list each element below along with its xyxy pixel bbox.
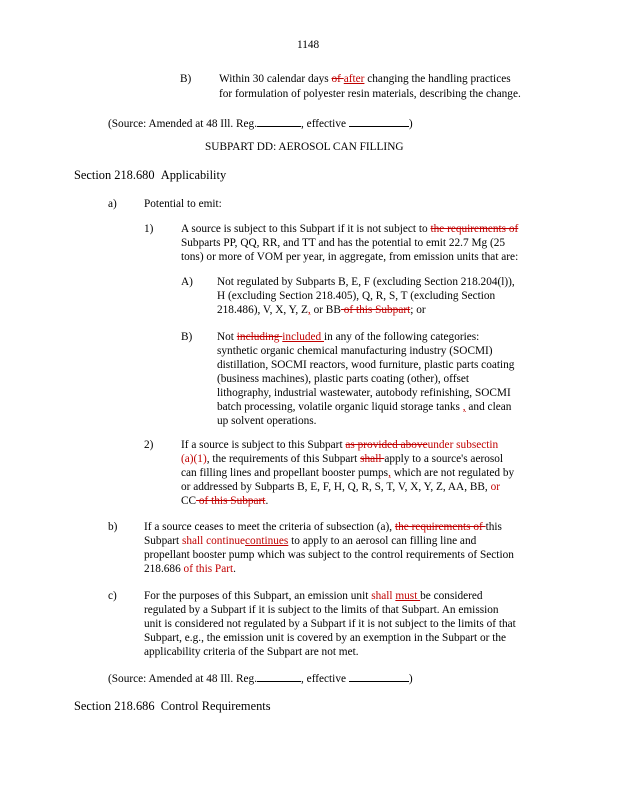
- paragraph-2-line-4: or addressed by Subparts B, E, F, H, Q, R, S, T, V, X, Y, Z, AA, BB, or: [181, 481, 500, 493]
- subparagraph-b-line-7: up solvent operations.: [217, 415, 317, 427]
- subparagraph-b-line-4: (business machines), plastic parts coating (other), offset: [217, 373, 470, 385]
- paragraph-1-line-3: tons) or more of VOM per year, in aggregate, from emission units that are:: [181, 251, 519, 263]
- source-note-2: (Source: Amended at 48 Ill. Reg. , effective ): [108, 673, 413, 685]
- subparagraph-b-line-2: synthetic organic chemical manufacturing industry (SOCMI): [217, 345, 493, 357]
- subsection-b-line-3: propellant booster pump which was subject to the control requirements of Section: [144, 549, 514, 561]
- subparagraph-b-line-6: batch processing, volatile organic liquid storage tanks , and clean: [217, 401, 512, 413]
- subsection-b-line-1: If a source ceases to meet the criteria of subsection (a), the requirements of this: [144, 521, 502, 533]
- item-b-top-marker: B): [180, 73, 192, 85]
- page-number: 1148: [297, 39, 320, 51]
- paragraph-1-line-2: Subparts PP, QQ, RR, and TT and has the potential to emit 22.7 Mg (25: [181, 237, 506, 249]
- paragraph-2-line-5: CC of this Subpart.: [181, 495, 269, 507]
- paragraph-2-line-1: If a source is subject to this Subpart as provided aboveunder subsectin: [181, 439, 499, 451]
- subsection-b-line-4: 218.686 of this Part.: [144, 563, 236, 575]
- subsection-a-text: Potential to emit:: [144, 198, 222, 210]
- subsection-c-line-5: applicability criteria of the Subpart are not met.: [144, 646, 359, 658]
- subparagraph-a-marker: A): [181, 276, 193, 288]
- item-b-top-line-2: for formulation of polyester resin materials, describing the change.: [219, 88, 521, 100]
- subparagraph-b-line-5: lithography, industrial wastewater, autobody refinishing, SOCMI: [217, 387, 511, 399]
- section-heading-680: Section 218.680 Applicability: [74, 168, 227, 182]
- subparagraph-b-line-1: Not including included in any of the following categories:: [217, 331, 480, 343]
- subsection-c-line-2: regulated by a Subpart if it is subject to the limits of that Subpart. An emission: [144, 604, 499, 616]
- paragraph-2-line-2: (a)(1), the requirements of this Subpart shall apply to a source's aerosol: [181, 453, 504, 465]
- paragraph-1-marker: 1): [144, 223, 154, 235]
- section-heading-686: Section 218.686 Control Requirements: [74, 699, 271, 713]
- subsection-b-marker: b): [108, 521, 118, 533]
- subsection-b-line-2: Subpart shall continuecontinues to apply to an aerosol can filling line and: [144, 535, 477, 547]
- subsection-a-marker: a): [108, 198, 117, 210]
- subpart-title: SUBPART DD: AEROSOL CAN FILLING: [205, 141, 404, 153]
- subparagraph-a-line-2: H (excluding Section 218.405), Q, R, S, T (excluding Section: [217, 290, 496, 302]
- source-note: (Source: Amended at 48 Ill. Reg. , effective ): [108, 118, 413, 130]
- subsection-c-line-4: Subpart, e.g., the emission unit is covered by an exemption in the Subpart or the: [144, 632, 507, 644]
- subparagraph-b-marker: B): [181, 331, 193, 343]
- subsection-c-marker: c): [108, 590, 117, 602]
- subsection-c-line-3: unit is considered not regulated by a Subpart if it is not subject to the limits of that: [144, 618, 516, 630]
- paragraph-1-line-1: A source is subject to this Subpart if it is not subject to the requirements of: [181, 223, 519, 235]
- item-b-top-line-1: Within 30 calendar days of after changing the handling practices: [219, 73, 511, 85]
- paragraph-2-line-3: can filling lines and propellant booster pumps, which are not regulated by: [181, 467, 515, 479]
- subsection-c-line-1: For the purposes of this Subpart, an emission unit shall must be considered: [144, 590, 483, 602]
- subparagraph-a-line-1: Not regulated by Subparts B, E, F (excluding Section 218.204(l)),: [217, 276, 515, 288]
- subparagraph-b-line-3: distillation, SOCMI reactors, wood furniture, plastic parts coating: [217, 359, 515, 371]
- subparagraph-a-line-3: 218.486), V, X, Y, Z, or BB of this Subpart; or: [217, 304, 426, 316]
- paragraph-2-marker: 2): [144, 439, 154, 451]
